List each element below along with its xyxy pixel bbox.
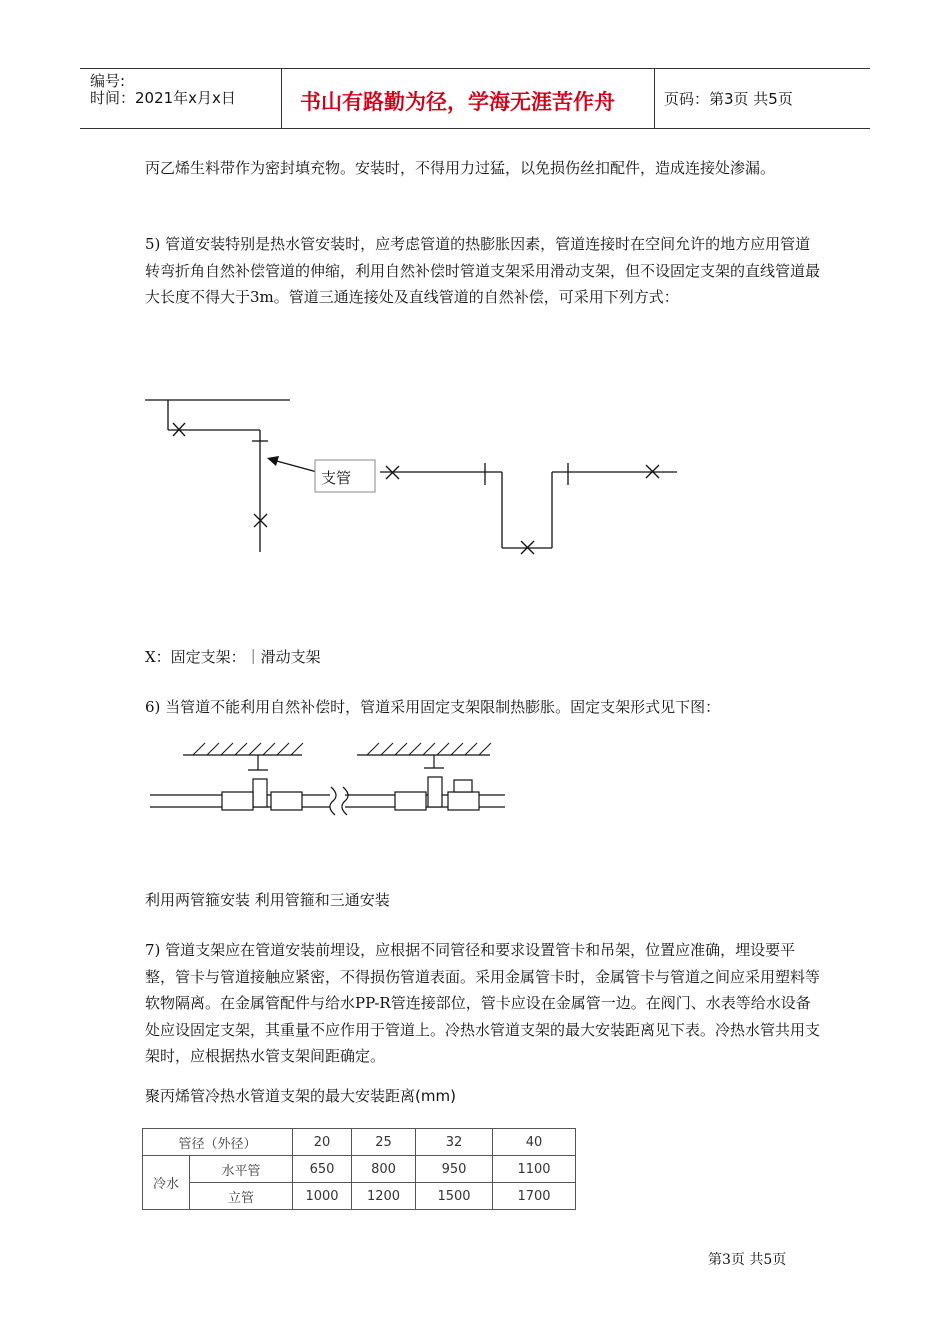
table-header-cell: 管径（外径） (143, 1129, 293, 1156)
table-header-cell: 20 (293, 1129, 352, 1156)
header-divider (654, 68, 655, 129)
table-row-label: 立管 (190, 1183, 293, 1210)
table-row-label: 水平管 (190, 1156, 293, 1183)
table-cell: 1500 (416, 1183, 493, 1210)
header-top-rule (80, 68, 870, 69)
doc-date: 时间：2021年x月x日 (90, 89, 236, 107)
paragraph-5: 5) 管道安装特别是热水管安装时，应考虑管道的热膨胀因素，管道连接时在空间允许的地方应用管道转弯折角自然补偿管道的伸缩，利用自然补偿时管道支架采用滑动支架，但不设固定支架的直线管道最大长度不得大于3m。管道三通连接处及直线管道的自然补偿，可采用下列方式： (145, 235, 821, 306)
table-cell: 800 (352, 1156, 416, 1183)
page-footer: 第3页 共5页 (708, 1252, 787, 1268)
table-title: 聚丙烯管冷热水管道支架的最大安装距离(mm) (145, 1087, 456, 1105)
header-bottom-rule (80, 128, 870, 129)
table-row (143, 1183, 576, 1210)
figure-2-caption: 利用两管箍安装 利用管箍和三通安装 (145, 891, 390, 909)
table-row (143, 1156, 576, 1183)
header-motto: 书山有路勤为径，学海无涯苦作舟 (300, 90, 615, 114)
table-header-cell: 32 (416, 1129, 493, 1156)
natural-compensation-diagram (140, 390, 700, 570)
header-divider (281, 68, 282, 129)
table-cell: 950 (416, 1156, 493, 1183)
header-page-code: 页码：第3页 共5页 (664, 90, 793, 108)
table-header-cell: 25 (352, 1129, 416, 1156)
table-cell: 1000 (293, 1183, 352, 1210)
table-row (143, 1129, 576, 1156)
paragraph-7: 7) 管道支架应在管道安装前埋设，应根据不同管径和要求设置管卡和吊架，位置应准确，埋设要平整，管卡与管道接触应紧密，不得损伤管道表面。采用金属管卡时，金属管卡与管道之间应采用塑料等软物隔离。在金属管配件与给水PP-R管连接部位，管卡应设在金属管一边。在阀门、水表等给水设备处应设固定支架，其重量不应作用于管道上。冷热水管道支架的最大安装距离见下表。冷热水管共用支架时，应根据热水管支架间距确定。 (145, 941, 821, 1065)
table-cell: 1700 (493, 1183, 576, 1210)
paragraph-intro: 丙乙烯生料带作为密封填充物。安装时，不得用力过猛，以免损伤丝扣配件，造成连接处渗漏。 (145, 159, 776, 177)
paragraph-6: 6) 当管道不能利用自然补偿时，管道采用固定支架限制热膨胀。固定支架形式见下图： (145, 698, 721, 716)
table-cell: 650 (293, 1156, 352, 1183)
table-group-cell: 冷水 (143, 1156, 190, 1210)
table-cell: 1100 (493, 1156, 576, 1183)
fixed-support-diagram (145, 735, 515, 825)
table-cell: 1200 (352, 1183, 416, 1210)
doc-number-label: 编号: (90, 72, 126, 90)
support-distance-table (142, 1128, 576, 1210)
table-header-cell: 40 (493, 1129, 576, 1156)
support-legend: X：固定支架：｜滑动支架 (145, 648, 321, 666)
branch-pipe-label: 支管 (321, 469, 352, 487)
